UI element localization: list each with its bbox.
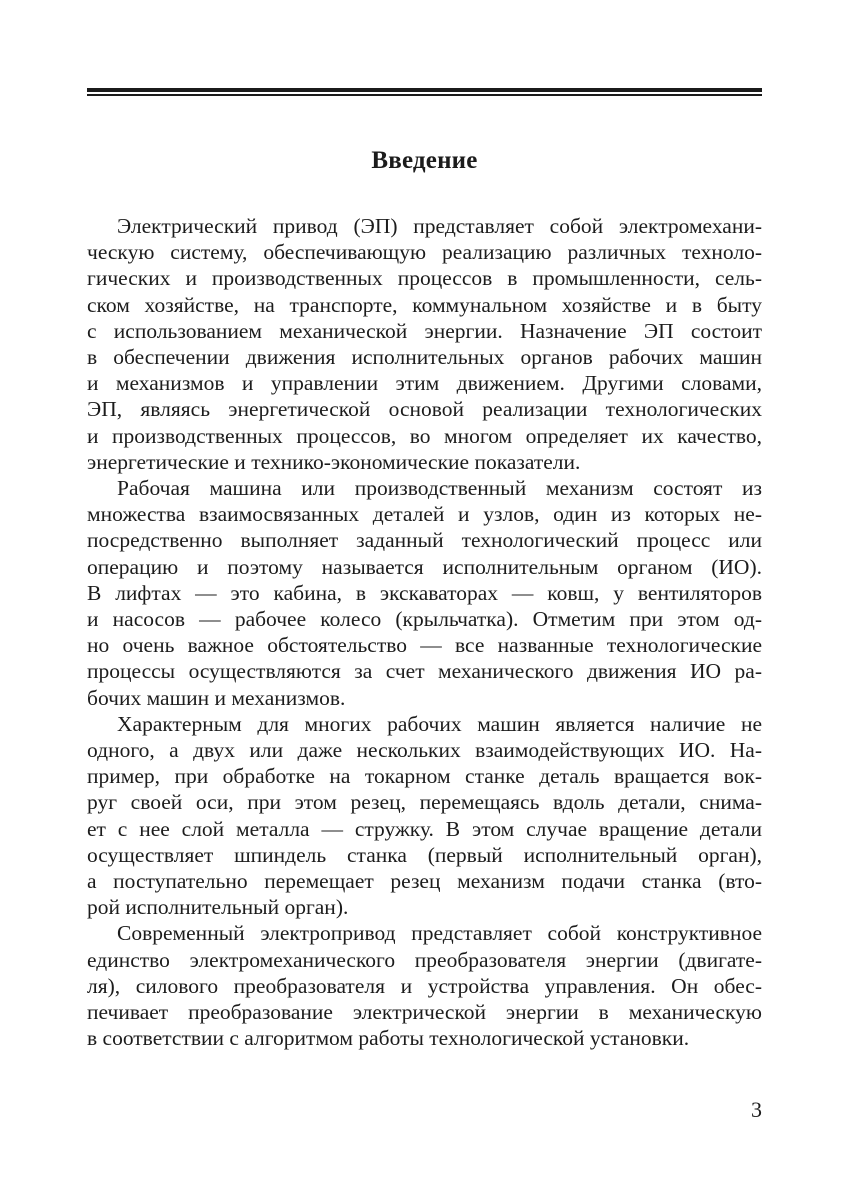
text-line: ля), силового преобразователя и устройства управления. Он обес-	[87, 973, 762, 998]
text-line: с использованием механической энергии. Назначение ЭП состоит	[87, 318, 762, 343]
text-line: и механизмов и управлении этим движением. Другими словами,	[87, 371, 762, 396]
text-line: осуществляет шпиндель станка (первый исполнительный орган),	[87, 842, 762, 867]
text-line: энергетические и технико-экономические показатели.	[87, 449, 581, 474]
text-line: и насосов — рабочее колесо (крыльчатка). Отметим при этом од-	[87, 607, 762, 632]
text-line: ет с нее слой металла — стружку. В этом случае вращение детали	[87, 816, 762, 841]
text-line: Электрический привод (ЭП) представляет собой электромехани-	[117, 214, 762, 238]
text-line: единство электромеханического преобразователя энергии (двигате-	[87, 947, 762, 972]
text-line: множества взаимосвязанных деталей и узлов, один из которых не-	[87, 502, 762, 527]
text-line: а поступательно перемещает резец механизм подачи станка (вто-	[87, 869, 762, 894]
text-line: ческую систему, обеспечивающую реализацию различных техноло-	[87, 240, 762, 265]
text-block	[87, 213, 762, 1052]
text-line: и производственных процессов, во многом определяет их качество,	[87, 423, 762, 448]
text-line: В лифтах — это кабина, в экскаваторах — ковш, у вентиляторов	[87, 580, 762, 605]
text-line: операцию и поэтому называется исполнительным органом (ИО).	[87, 554, 762, 579]
text-line: в соответствии с алгоритмом работы технологической установки.	[87, 1026, 690, 1051]
text-line: Характерным для многих рабочих машин является наличие не	[117, 711, 762, 736]
text-line: печивает преобразование электрической энергии в механическую	[87, 1000, 762, 1025]
page-number: 3	[751, 1097, 762, 1122]
text-line: гических и производственных процессов в промышленности, сель-	[87, 266, 762, 291]
text-line: руг своей оси, при этом резец, перемещаясь вдоль детали, снима-	[87, 790, 762, 815]
chapter-title: Введение	[371, 147, 478, 174]
text-line: Современный электропривод представляет собой конструктивное	[117, 921, 762, 946]
header-double-rule	[87, 88, 762, 96]
text-line: посредственно выполняет заданный технологический процесс или	[87, 528, 762, 553]
text-line: рой исполнительный орган).	[87, 895, 349, 920]
text-line: бочих машин и механизмов.	[87, 685, 346, 710]
text-line: процессы осуществляются за счет механического движения ИО ра-	[87, 659, 762, 684]
text-line: одного, а двух или даже нескольких взаимодействующих ИО. На-	[87, 738, 762, 763]
text-line: ЭП, являясь энергетической основой реализации технологических	[87, 397, 762, 422]
text-line: пример, при обработке на токарном станке деталь вращается вок-	[87, 764, 762, 789]
text-line: ском хозяйстве, на транспорте, коммунальном хозяйстве и в быту	[87, 292, 762, 317]
text-line: в обеспечении движения исполнительных органов рабочих машин	[87, 345, 762, 370]
text-line: Рабочая машина или производственный механизм состоят из	[117, 476, 762, 501]
text-line: но очень важное обстоятельство — все названные технологические	[87, 633, 762, 658]
